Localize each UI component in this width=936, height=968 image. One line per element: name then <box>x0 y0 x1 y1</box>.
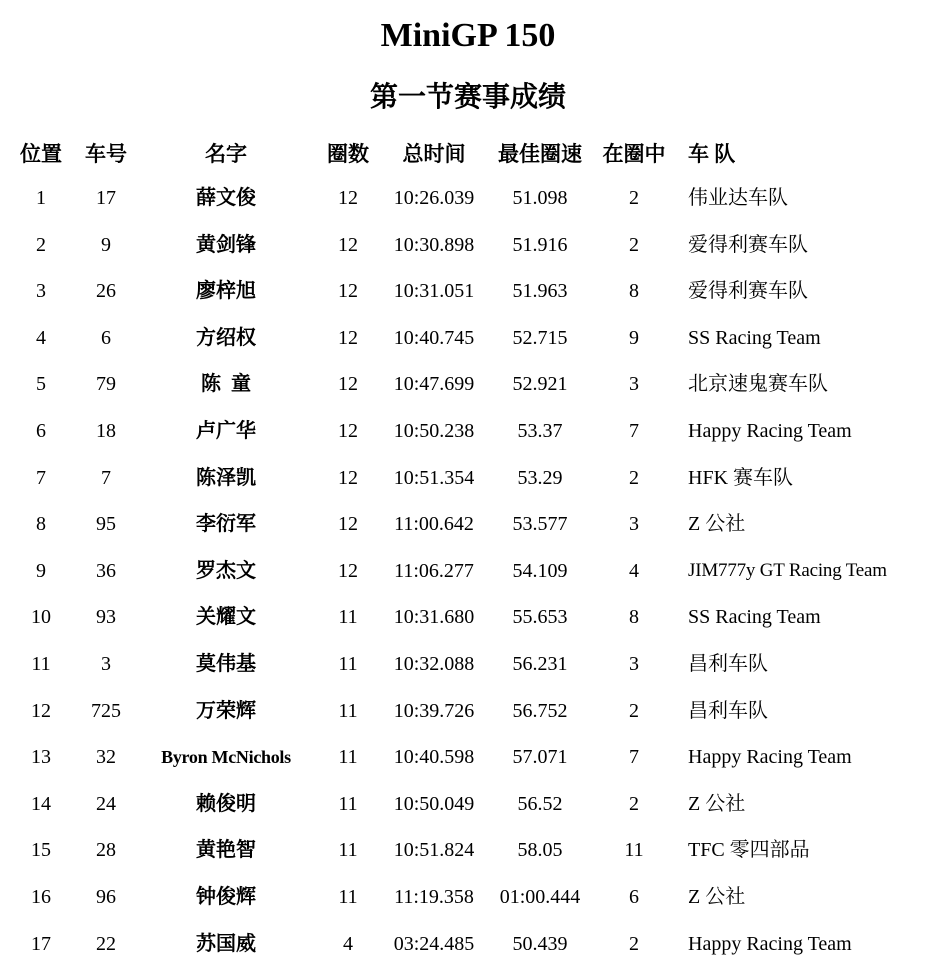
cell-team: SS Racing Team <box>688 595 934 639</box>
cell-car-number: 3 <box>72 642 140 686</box>
cell-car-number: 36 <box>72 549 140 593</box>
cell-car-number: 79 <box>72 362 140 406</box>
cell-laps: 12 <box>318 316 378 360</box>
cell-laps: 12 <box>318 176 378 220</box>
header-name: 名字 <box>140 136 312 172</box>
cell-laps: 11 <box>318 782 378 826</box>
table-row <box>0 875 936 922</box>
header-position: 位置 <box>12 136 70 172</box>
cell-position: 15 <box>12 828 70 872</box>
cell-car-number: 24 <box>72 782 140 826</box>
cell-team: TFC 零四部品 <box>688 828 934 872</box>
cell-team: 爱得利赛车队 <box>688 223 934 267</box>
cell-total-time: 10:40.598 <box>380 735 488 779</box>
cell-team: JIM777y GT Racing Team <box>688 549 934 593</box>
cell-best-lap: 52.921 <box>490 362 590 406</box>
cell-name: 赖俊明 <box>140 782 312 826</box>
cell-best-lap: 56.52 <box>490 782 590 826</box>
cell-best-lap: 51.098 <box>490 176 590 220</box>
cell-team: Z 公社 <box>688 875 934 919</box>
cell-laps: 11 <box>318 642 378 686</box>
cell-total-time: 11:19.358 <box>380 875 488 919</box>
cell-position: 17 <box>12 922 70 966</box>
cell-team: HFK 赛车队 <box>688 456 934 500</box>
cell-on-lap: 8 <box>596 595 672 639</box>
cell-position: 14 <box>12 782 70 826</box>
cell-on-lap: 3 <box>596 642 672 686</box>
cell-on-lap: 6 <box>596 875 672 919</box>
cell-position: 7 <box>12 456 70 500</box>
cell-position: 16 <box>12 875 70 919</box>
cell-laps: 12 <box>318 223 378 267</box>
cell-on-lap: 3 <box>596 362 672 406</box>
cell-laps: 11 <box>318 689 378 733</box>
cell-name: 黄艳智 <box>140 828 312 872</box>
cell-position: 1 <box>12 176 70 220</box>
cell-on-lap: 2 <box>596 176 672 220</box>
cell-best-lap: 01:00.444 <box>490 875 590 919</box>
cell-total-time: 11:06.277 <box>380 549 488 593</box>
cell-name: 薛文俊 <box>140 176 312 220</box>
table-header <box>0 136 936 172</box>
cell-team: 伟业达车队 <box>688 176 934 220</box>
cell-total-time: 10:40.745 <box>380 316 488 360</box>
cell-laps: 11 <box>318 735 378 779</box>
table-row <box>0 362 936 409</box>
cell-team: Happy Racing Team <box>688 735 934 779</box>
header-laps: 圈数 <box>318 136 378 172</box>
cell-total-time: 10:30.898 <box>380 223 488 267</box>
cell-position: 2 <box>12 223 70 267</box>
cell-on-lap: 4 <box>596 549 672 593</box>
cell-name: 万荣辉 <box>140 689 312 733</box>
cell-name: 钟俊辉 <box>140 875 312 919</box>
cell-laps: 12 <box>318 269 378 313</box>
cell-team: Z 公社 <box>688 502 934 546</box>
cell-name: 廖梓旭 <box>140 269 312 313</box>
cell-position: 10 <box>12 595 70 639</box>
cell-car-number: 9 <box>72 223 140 267</box>
cell-total-time: 10:51.824 <box>380 828 488 872</box>
cell-team: Happy Racing Team <box>688 922 934 966</box>
cell-laps: 12 <box>318 409 378 453</box>
cell-total-time: 11:00.642 <box>380 502 488 546</box>
cell-car-number: 26 <box>72 269 140 313</box>
cell-laps: 11 <box>318 595 378 639</box>
cell-name: 黄剑锋 <box>140 223 312 267</box>
cell-total-time: 10:39.726 <box>380 689 488 733</box>
cell-on-lap: 7 <box>596 409 672 453</box>
cell-car-number: 725 <box>72 689 140 733</box>
cell-team: Happy Racing Team <box>688 409 934 453</box>
header-car-number: 车号 <box>72 136 140 172</box>
cell-total-time: 10:31.680 <box>380 595 488 639</box>
cell-total-time: 10:50.238 <box>380 409 488 453</box>
cell-total-time: 10:50.049 <box>380 782 488 826</box>
cell-car-number: 18 <box>72 409 140 453</box>
cell-car-number: 95 <box>72 502 140 546</box>
cell-name: 卢广华 <box>140 409 312 453</box>
cell-position: 4 <box>12 316 70 360</box>
cell-best-lap: 51.963 <box>490 269 590 313</box>
cell-car-number: 6 <box>72 316 140 360</box>
cell-total-time: 10:26.039 <box>380 176 488 220</box>
cell-team: 昌利车队 <box>688 642 934 686</box>
cell-team: SS Racing Team <box>688 316 934 360</box>
cell-team: 北京速鬼赛车队 <box>688 362 934 406</box>
cell-best-lap: 52.715 <box>490 316 590 360</box>
cell-total-time: 10:31.051 <box>380 269 488 313</box>
cell-total-time: 10:47.699 <box>380 362 488 406</box>
cell-team: 爱得利赛车队 <box>688 269 934 313</box>
table-row <box>0 595 936 642</box>
header-best-lap: 最佳圈速 <box>490 136 590 172</box>
header-on-lap: 在圈中 <box>596 136 672 172</box>
cell-best-lap: 58.05 <box>490 828 590 872</box>
table-row <box>0 456 936 503</box>
cell-best-lap: 56.231 <box>490 642 590 686</box>
cell-on-lap: 8 <box>596 269 672 313</box>
cell-laps: 12 <box>318 362 378 406</box>
cell-car-number: 7 <box>72 456 140 500</box>
cell-position: 6 <box>12 409 70 453</box>
table-row <box>0 502 936 549</box>
cell-name: 李衍军 <box>140 502 312 546</box>
table-row <box>0 269 936 316</box>
cell-laps: 11 <box>318 875 378 919</box>
cell-car-number: 22 <box>72 922 140 966</box>
table-row <box>0 316 936 363</box>
cell-car-number: 96 <box>72 875 140 919</box>
table-row <box>0 782 936 829</box>
results-table <box>0 176 936 968</box>
cell-on-lap: 2 <box>596 689 672 733</box>
cell-position: 12 <box>12 689 70 733</box>
document-title: MiniGP 150 <box>0 14 936 58</box>
cell-name: 陈泽凯 <box>140 456 312 500</box>
table-row <box>0 223 936 270</box>
table-row <box>0 642 936 689</box>
cell-name: 莫伟基 <box>140 642 312 686</box>
cell-name: 关耀文 <box>140 595 312 639</box>
cell-total-time: 10:51.354 <box>380 456 488 500</box>
cell-laps: 11 <box>318 828 378 872</box>
cell-best-lap: 53.37 <box>490 409 590 453</box>
cell-position: 11 <box>12 642 70 686</box>
cell-position: 13 <box>12 735 70 779</box>
cell-best-lap: 50.439 <box>490 922 590 966</box>
table-row <box>0 735 936 782</box>
cell-position: 5 <box>12 362 70 406</box>
cell-on-lap: 2 <box>596 223 672 267</box>
header-total-time: 总时间 <box>380 136 488 172</box>
cell-name: 苏国威 <box>140 922 312 966</box>
cell-best-lap: 56.752 <box>490 689 590 733</box>
cell-name: 陈 童 <box>140 362 312 406</box>
table-row <box>0 689 936 736</box>
cell-laps: 12 <box>318 502 378 546</box>
cell-best-lap: 57.071 <box>490 735 590 779</box>
cell-position: 8 <box>12 502 70 546</box>
cell-laps: 12 <box>318 456 378 500</box>
header-team: 车 队 <box>688 136 934 172</box>
cell-on-lap: 2 <box>596 922 672 966</box>
cell-car-number: 32 <box>72 735 140 779</box>
cell-team: Z 公社 <box>688 782 934 826</box>
document-subtitle: 第一节赛事成绩 <box>0 78 936 118</box>
cell-on-lap: 9 <box>596 316 672 360</box>
table-row <box>0 409 936 456</box>
cell-total-time: 03:24.485 <box>380 922 488 966</box>
table-row <box>0 828 936 875</box>
cell-laps: 12 <box>318 549 378 593</box>
cell-name: Byron McNichols <box>140 735 312 779</box>
cell-car-number: 28 <box>72 828 140 872</box>
cell-team: 昌利车队 <box>688 689 934 733</box>
cell-best-lap: 53.577 <box>490 502 590 546</box>
table-row <box>0 176 936 223</box>
cell-on-lap: 11 <box>596 828 672 872</box>
cell-on-lap: 2 <box>596 456 672 500</box>
cell-on-lap: 3 <box>596 502 672 546</box>
table-row <box>0 922 936 968</box>
cell-total-time: 10:32.088 <box>380 642 488 686</box>
cell-car-number: 93 <box>72 595 140 639</box>
cell-best-lap: 51.916 <box>490 223 590 267</box>
cell-car-number: 17 <box>72 176 140 220</box>
cell-best-lap: 54.109 <box>490 549 590 593</box>
table-row <box>0 549 936 596</box>
cell-name: 方绍权 <box>140 316 312 360</box>
cell-laps: 4 <box>318 922 378 966</box>
cell-on-lap: 7 <box>596 735 672 779</box>
cell-name: 罗杰文 <box>140 549 312 593</box>
cell-best-lap: 53.29 <box>490 456 590 500</box>
cell-position: 3 <box>12 269 70 313</box>
cell-best-lap: 55.653 <box>490 595 590 639</box>
cell-position: 9 <box>12 549 70 593</box>
cell-on-lap: 2 <box>596 782 672 826</box>
